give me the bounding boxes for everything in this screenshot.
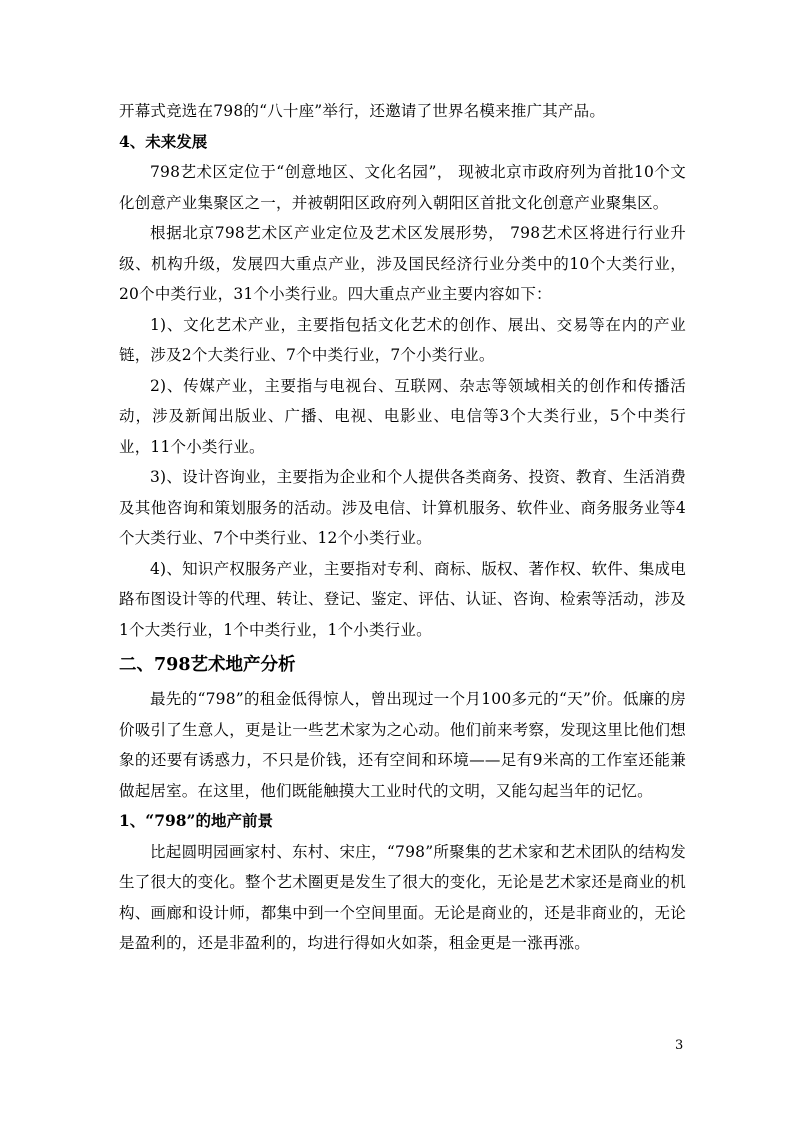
heading-real-estate-prospect: 1、“798”的地产前景 <box>119 811 273 830</box>
paragraph-positioning: 798艺术区定位于“创意地区、文化名园”， 现被北京市政府列为首批10个文化创意产业集聚区之一，并被朝阳区政府列入朝阳区首批文化创意产业聚集区。 <box>119 163 686 212</box>
heading-future-development: 4、未来发展 <box>119 131 208 151</box>
paragraph-opening-ceremony: 开幕式竞选在798的“八十座”举行，还邀请了世界名模来推广其产品。 <box>119 102 606 120</box>
page-content <box>119 96 686 959</box>
page-number: 3 <box>675 1038 684 1053</box>
paragraph-culture-art-industry: 1)、文化艺术产业，主要指包括文化艺术的创作、展出、交易等在内的产业链，涉及2个大类行业、7个中类行业，7个小类行业。 <box>119 315 686 364</box>
paragraph-rent-history: 最先的“798”的租金低得惊人，曾出现过一个月100多元的“天”价。低廉的房价吸引了生意人，更是让一些艺术家为之心动。他们前来考察，发现这里比他们想象的还要有诱惑力，不只是价钱，还有空间和环境——足有9米高的工作室还能兼做起居室。在这里，他们既能触摸大工业时代的文明，又能勾起当年的记忆。 <box>119 690 686 800</box>
paragraph-prospect-detail: 比起圆明园画家村、东村、宋庄，“798”所聚集的艺术家和艺术团队的结构发生了很大的变化。整个艺术圈更是发生了很大的变化，无论是艺术家还是商业的机构、画廊和设计师，都集中到一个空间里面。无论是商业的，还是非商业的，无论是盈利的，还是非盈利的，均进行得如火如荼，租金更是一涨再涨。 <box>119 842 686 952</box>
paragraph-industry-plan: 根据北京798艺术区产业定位及艺术区发展形势， 798艺术区将进行行业升级、机构升级，发展四大重点产业，涉及国民经济行业分类中的10个大类行业，20个中类行业，31个小类行业。四大重点产业主要内容如下： <box>119 224 686 303</box>
heading-section-real-estate: 二、798艺术地产分析 <box>119 655 296 675</box>
paragraph-media-industry: 2)、传媒产业，主要指与电视台、互联网、杂志等领域相关的创作和传播活动，涉及新闻出版业、广播、电视、电影业、电信等3个大类行业，5个中类行业，11个小类行业。 <box>119 376 686 456</box>
paragraph-design-consulting: 3)、设计咨询业，主要指为企业和个人提供各类商务、投资、教育、生活消费及其他咨询和策划服务的活动。涉及电信、计算机服务、软件业、商务服务业等4个大类行业、7个中类行业、12个小类行业。 <box>119 468 686 547</box>
paragraph-ip-services: 4)、知识产权服务产业，主要指对专利、商标、版权、著作权、软件、集成电路布图设计等的代理、转让、登记、鉴定、评估、认证、咨询、检索等活动，涉及1个大类行业，1个中类行业，1个小类行业。 <box>119 559 686 639</box>
